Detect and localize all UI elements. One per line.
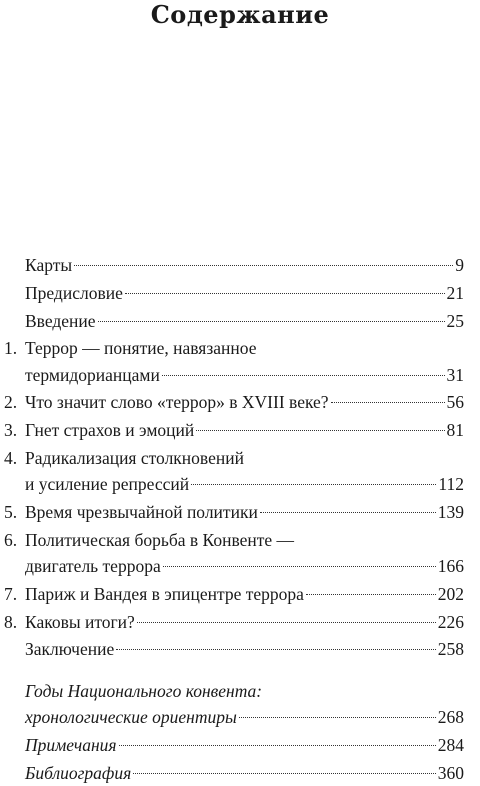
toc-title: хронологические ориентиры <box>25 707 237 728</box>
toc-number: 7. <box>4 583 18 604</box>
toc-line <box>0 732 480 758</box>
toc-page-number: 21 <box>446 282 464 303</box>
toc-number: 3. <box>4 420 18 441</box>
toc-number: 2. <box>4 392 18 413</box>
dot-leader <box>239 717 436 718</box>
dot-leader <box>116 649 436 650</box>
toc-page-number: 81 <box>446 420 464 441</box>
toc-line <box>0 636 480 662</box>
toc-line <box>0 445 480 471</box>
dot-leader <box>260 512 436 513</box>
dot-leader <box>196 430 444 431</box>
dot-leader <box>306 594 436 595</box>
toc-line <box>0 704 480 730</box>
toc-line <box>0 553 480 579</box>
toc-title: Годы Национального конвента: <box>25 681 263 702</box>
toc-number: 4. <box>4 448 18 468</box>
toc-line <box>0 280 480 306</box>
toc-title: Предисловие <box>25 282 123 303</box>
toc-line <box>0 678 480 704</box>
page-title: Содержание <box>150 0 330 29</box>
toc-line <box>0 527 480 553</box>
dot-leader <box>119 745 436 746</box>
toc-title: Что значит слово «террор» в XVIII веке? <box>25 392 329 413</box>
toc-number: 5. <box>4 502 18 522</box>
toc-line <box>0 389 480 415</box>
toc-page-number: 226 <box>437 611 464 632</box>
toc-line <box>0 471 480 497</box>
toc-number: 6. <box>4 529 18 550</box>
toc-page-number: 284 <box>437 735 464 756</box>
toc-title: Политическая борьба в Конвенте — <box>25 529 295 550</box>
dot-leader <box>125 293 445 294</box>
toc-page-number: 139 <box>437 502 464 522</box>
toc-page-number: 56 <box>446 392 464 413</box>
toc-number: 8. <box>4 611 18 632</box>
toc-title: Террор — понятие, навязанное <box>25 338 257 359</box>
toc-title: Гнет страхов и эмоций <box>25 420 195 441</box>
toc-title: Карты <box>25 255 73 275</box>
toc-title: Париж и Вандея в эпицентре террора <box>25 583 304 604</box>
toc-page-number: 9 <box>455 255 464 275</box>
toc-title: Библиография <box>25 763 132 783</box>
dot-leader <box>191 484 436 485</box>
toc-line <box>0 609 480 635</box>
toc-title: Время чрезвычайной политики <box>25 502 258 522</box>
toc-line <box>0 308 480 334</box>
toc-title: Заключение <box>25 639 115 660</box>
toc-line <box>0 417 480 443</box>
toc-page-number: 25 <box>446 310 464 331</box>
toc-page-number: 31 <box>446 364 464 385</box>
toc-line <box>0 335 480 361</box>
toc-line <box>0 581 480 607</box>
toc-title: Примечания <box>25 735 117 756</box>
dot-leader <box>162 375 445 376</box>
toc-line <box>0 499 480 525</box>
toc-title: Радикализация столкновений <box>25 448 244 468</box>
toc-line <box>0 362 480 388</box>
dot-leader <box>331 402 445 403</box>
dot-leader <box>133 773 436 774</box>
toc-page-number: 112 <box>438 474 464 495</box>
dot-leader <box>74 265 453 266</box>
toc-number: 1. <box>4 338 18 359</box>
toc-title: Каковы итоги? <box>25 611 135 632</box>
toc-title: и усиление репрессий <box>25 474 190 495</box>
toc-line <box>0 760 480 786</box>
toc-title: двигатель террора <box>25 556 161 576</box>
toc-page-number: 360 <box>437 763 464 783</box>
toc-page-number: 166 <box>437 556 464 576</box>
toc-title: термидорианцами <box>25 364 160 385</box>
toc-page-number: 268 <box>437 707 464 728</box>
toc-page-number: 258 <box>437 639 464 660</box>
dot-leader <box>137 622 436 623</box>
toc-line <box>0 252 480 278</box>
toc-title: Введение <box>25 310 96 331</box>
toc-page-number: 202 <box>437 583 464 604</box>
dot-leader <box>98 321 445 322</box>
dot-leader <box>163 566 436 567</box>
